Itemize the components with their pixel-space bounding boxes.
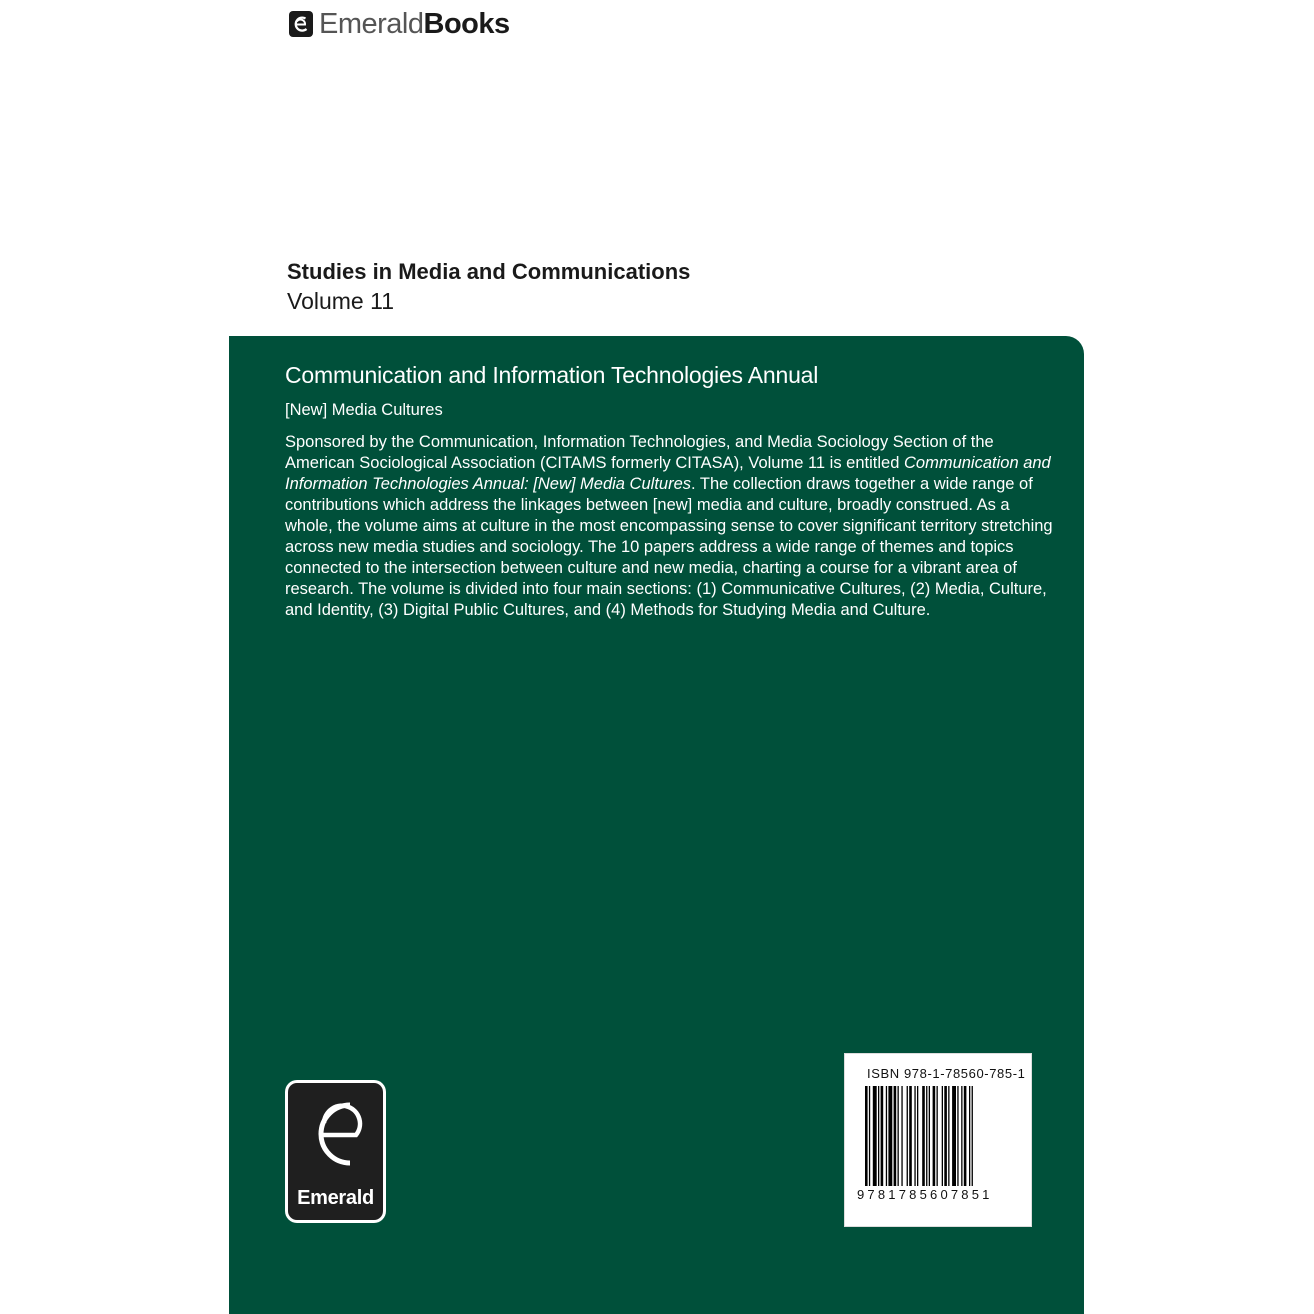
barcode-bar [922, 1086, 925, 1186]
series-volume: Volume 11 [287, 288, 394, 314]
barcode-bar [961, 1086, 962, 1186]
barcode-bar [972, 1086, 973, 1186]
emerald-logo-badge [288, 1083, 383, 1220]
emerald-e-icon [289, 11, 313, 37]
barcode-bar [907, 1086, 908, 1186]
brand-wordmark [319, 9, 510, 39]
emerald-books-logo [289, 9, 510, 39]
barcode-bar [926, 1086, 927, 1186]
barcode-bar [969, 1086, 970, 1186]
series-title: Studies in Media and Communications [287, 259, 691, 284]
barcode-bar [894, 1086, 897, 1186]
barcode-bar [929, 1086, 930, 1186]
barcode-bar [937, 1086, 938, 1186]
isbn-barcode [844, 1053, 1032, 1227]
barcode-bar [957, 1086, 958, 1186]
barcode-bar [869, 1086, 870, 1186]
description-part-1: Sponsored by the Communication, Information Technologies, and Media Sociology Section of the American Sociological Association (CITAMS formerly CITASA), Volume 11 is entitled [285, 433, 994, 472]
barcode-bar [878, 1086, 879, 1186]
barcode-bar [901, 1086, 902, 1186]
barcode-bar [914, 1086, 915, 1186]
brand-word-light: Emerald [319, 8, 424, 40]
volume-subtitle: [New] Media Cultures [285, 401, 443, 419]
barcode-bar [948, 1086, 949, 1186]
barcode-bar [881, 1086, 884, 1186]
isbn-text: ISBN 978-1-78560-785-1 [867, 1066, 1026, 1081]
barcode-bar [933, 1086, 936, 1186]
barcode-bar [964, 1086, 967, 1186]
series-block [287, 258, 690, 316]
emerald-logo-word: Emerald [297, 1187, 374, 1209]
barcode-bar [952, 1086, 956, 1186]
barcode-bar [865, 1086, 868, 1186]
barcode-bar [898, 1086, 899, 1186]
annual-title: Communication and Information Technologies Annual [285, 362, 819, 388]
back-cover-panel [229, 336, 1084, 1314]
barcode-bar [917, 1086, 918, 1186]
emerald-logo [285, 1080, 386, 1223]
barcode-bar [873, 1086, 877, 1186]
barcode-bar [909, 1086, 912, 1186]
barcode-digits: 9781785607851 [857, 1187, 993, 1202]
barcode-bar [942, 1086, 943, 1186]
barcode-bars [865, 1086, 1015, 1186]
emerald-e-icon [288, 1083, 383, 1183]
description [285, 432, 1060, 621]
description-part-2: . The collection draws together a wide range of contributions which address the linkages between [new] media and culture, broadly construed. As a whole, the volume aims at culture in the most encompassing sense to cover significant territory stretching across new media studies and sociology. The 10 papers address a wide range of themes and topics connected to the intersection between culture and new media, charting a course for a vibrant area of research. The volume is divided into four main sections: (1) Communicative Cultures, (2) Media, Culture, and Identity, (3) Digital Public Cultures, and (4) Methods for Studying Media and Culture. [285, 475, 1053, 619]
description-italic-title: Communication and Information Technologies Annual: [New] Media Cultures [285, 454, 1051, 493]
barcode-bar [886, 1086, 887, 1186]
barcode-bar [944, 1086, 947, 1186]
barcode-bar [888, 1086, 892, 1186]
brand-word-bold: Books [423, 8, 510, 40]
